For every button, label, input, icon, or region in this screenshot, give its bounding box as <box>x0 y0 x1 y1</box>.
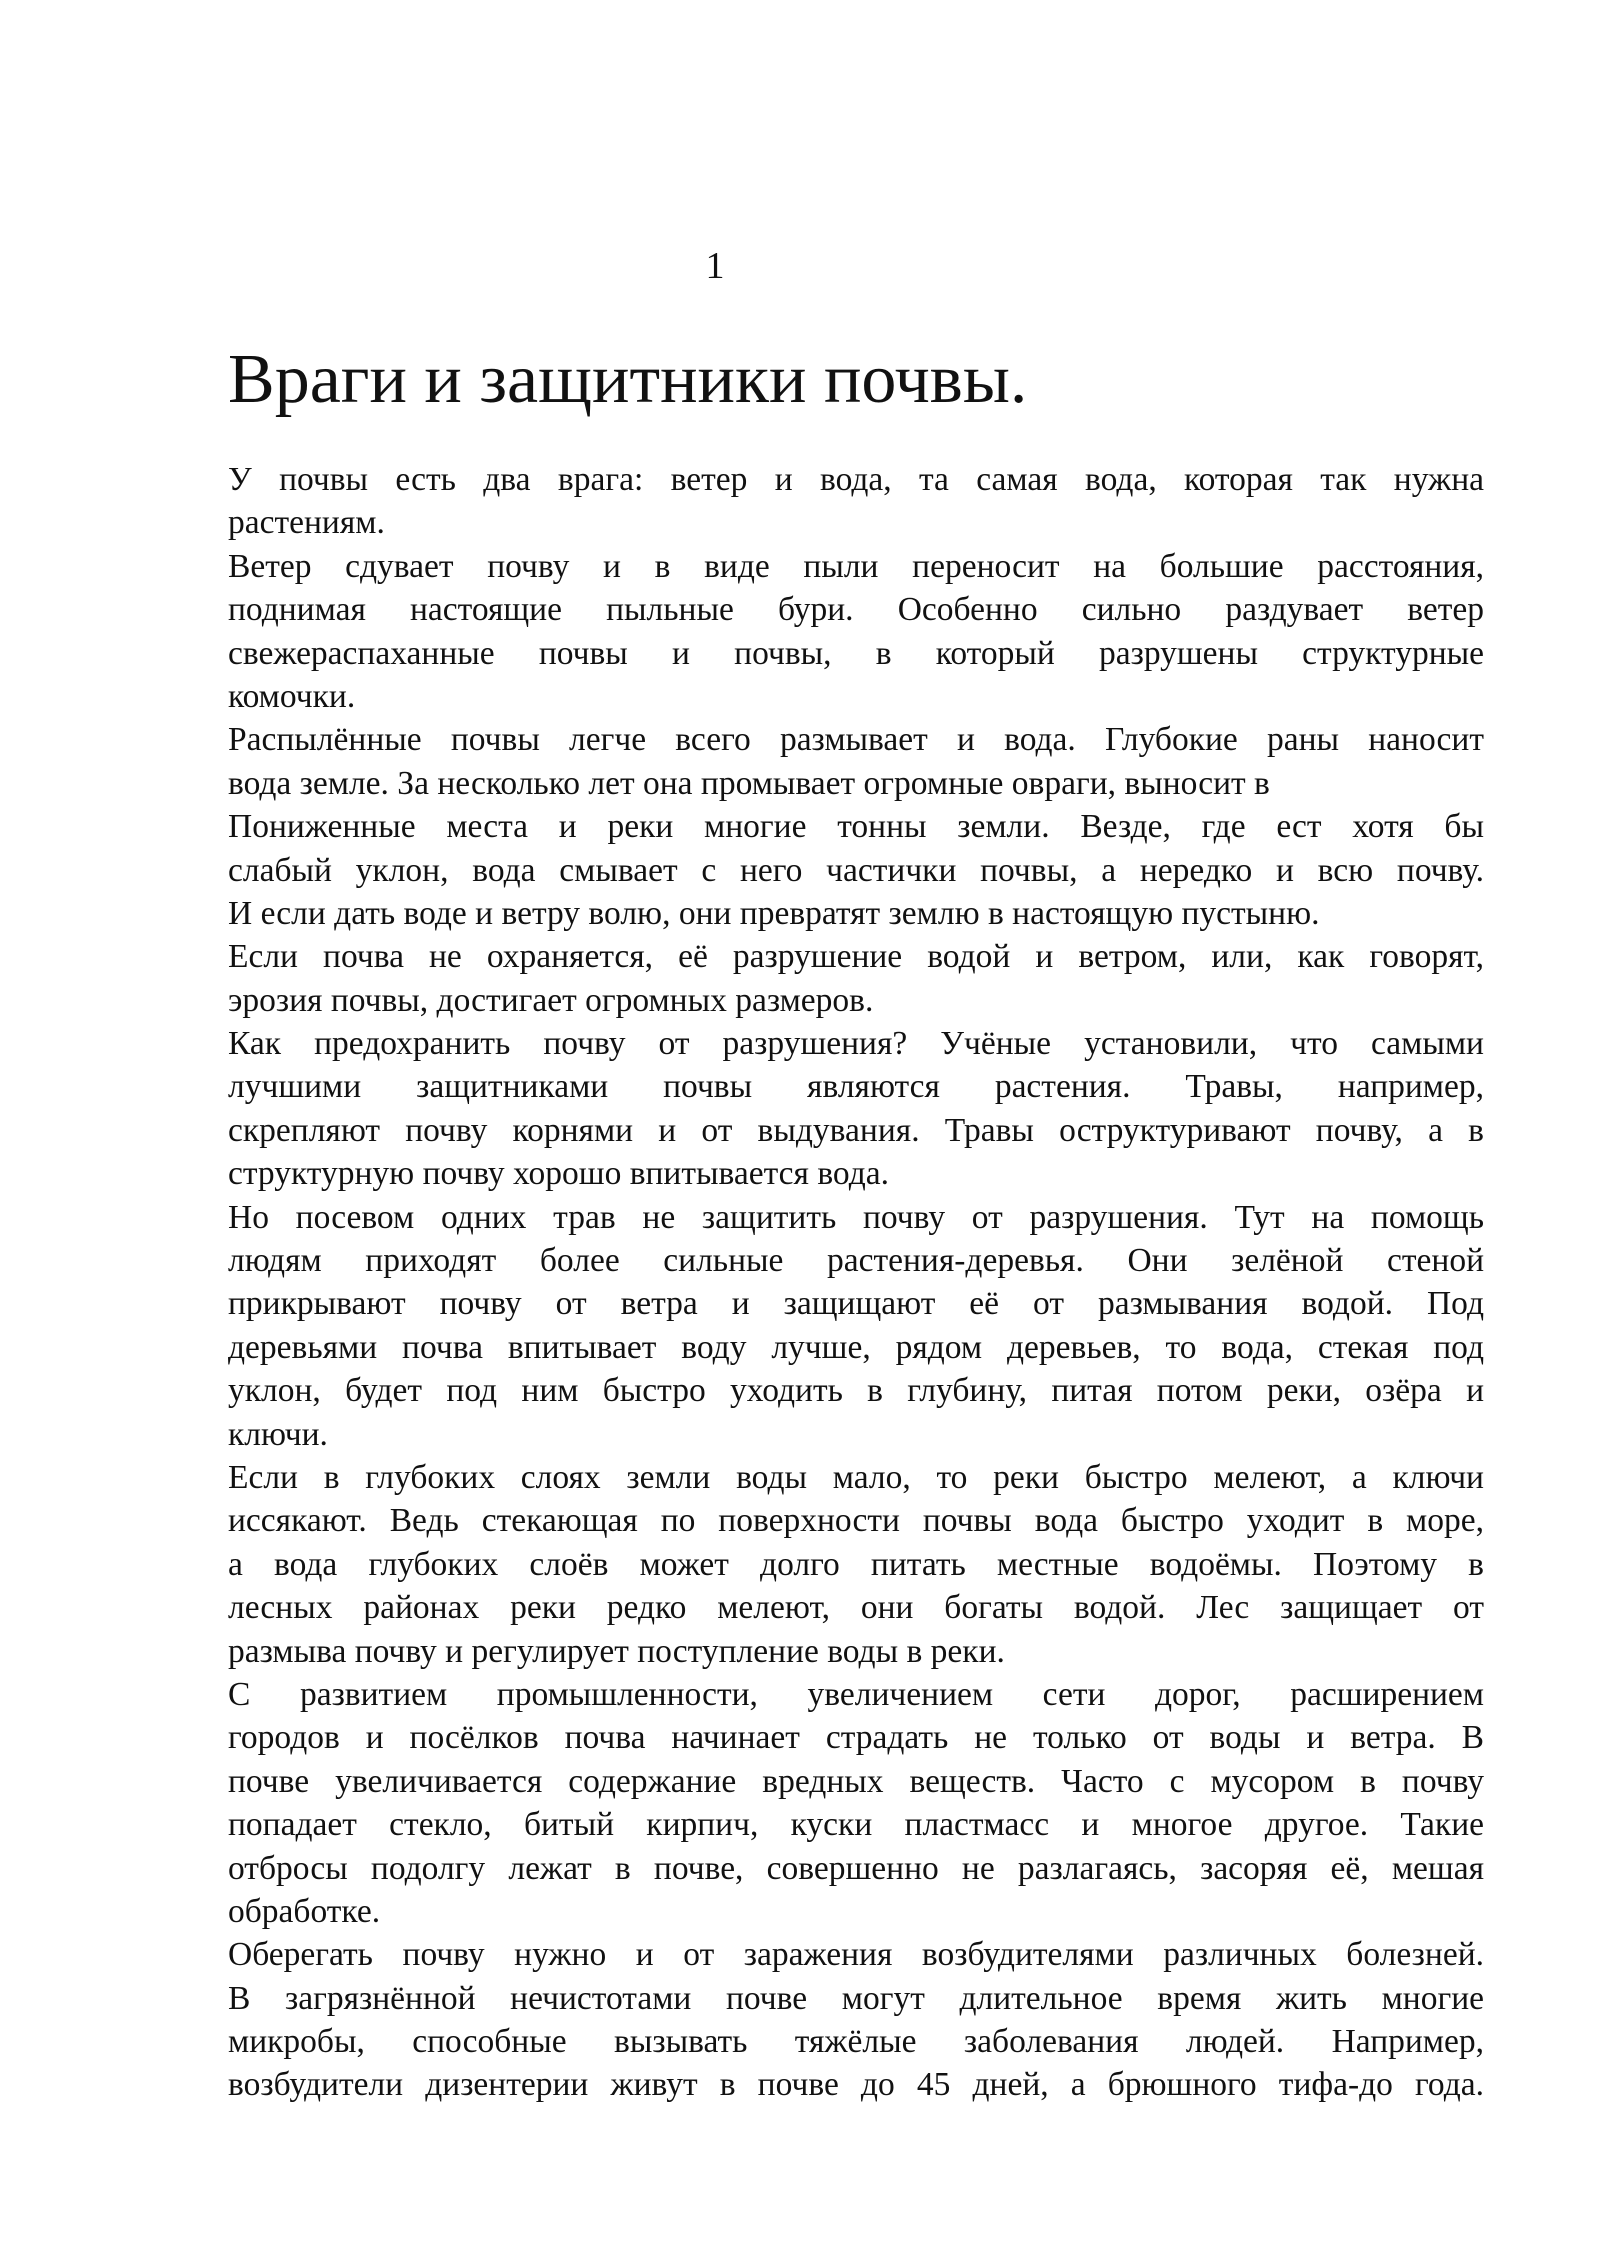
text-line: иссякают. Ведь стекающая по поверхности почвы вода быстро уходит в море, <box>228 1502 1484 1540</box>
text-line: попадает стекло, битый кирпич, куски пластмасс и многое другое. Такие <box>228 1806 1484 1844</box>
text-line: эрозия почвы, достигает огромных размеров. <box>228 981 874 1019</box>
text-line: поднимая настоящие пыльные бури. Особенно сильно раздувает ветер <box>228 591 1484 629</box>
page-number: 1 <box>705 245 725 287</box>
text-line: прикрывают почву от ветра и защищают её от размывания водой. Под <box>228 1285 1484 1323</box>
text-line: слабый уклон, вода смывает с него частички почвы, а нередко и всю почву. <box>228 851 1484 889</box>
text-line: структурную почву хорошо впитывается вода. <box>228 1155 889 1193</box>
text-line: Ветер сдувает почву и в виде пыли переносит на большие расстояния, <box>228 547 1484 585</box>
text-line: В загрязнённой нечистотами почве могут длительное время жить многие <box>228 1979 1484 2017</box>
text-line: вода земле. За несколько лет она промывает огромные овраги, выносит в <box>228 764 1270 802</box>
text-line: У почвы есть два врага: ветер и вода, та самая вода, которая так нужна <box>228 461 1484 498</box>
text-line: почве увеличивается содержание вредных веществ. Часто с мусором в почву <box>228 1762 1484 1800</box>
text-line: микробы, способные вызывать тяжёлые заболевания людей. Например, <box>228 2023 1484 2061</box>
page-title: Враги и защитники почвы. <box>228 341 1028 418</box>
text-line: а вода глубоких слоёв может долго питать местные водоёмы. Поэтому в <box>228 1545 1484 1583</box>
text-line: растениям. <box>228 504 385 542</box>
text-line: Распылённые почвы легче всего размывает и вода. Глубокие раны наносит <box>228 721 1484 759</box>
text-line: Если в глубоких слоях земли воды мало, то реки быстро мелеют, а ключи <box>228 1458 1484 1496</box>
text-line: Но посевом одних трав не защитить почву от разрушения. Тут на помощь <box>228 1198 1484 1236</box>
text-line: комочки. <box>228 677 356 715</box>
text-line: обработке. <box>228 1892 381 1930</box>
text-line: Пониженные места и реки многие тонны земли. Везде, где ест хотя бы <box>228 808 1484 846</box>
text-line: И если дать воде и ветру волю, они превратят землю в настоящую пустыню. <box>228 894 1320 932</box>
text-line: отбросы подолгу лежат в почве, совершенно не разлагаясь, засоряя её, мешая <box>228 1849 1484 1887</box>
text-line: городов и посёлков почва начинает страдать не только от воды и ветра. В <box>228 1719 1484 1757</box>
body-text <box>228 458 1484 2107</box>
text-line: свежераспаханные почвы и почвы, в который разрушены структурные <box>228 634 1484 672</box>
text-line: уклон, будет под ним быстро уходить в глубину, питая потом реки, озёра и <box>228 1372 1484 1410</box>
text-line: скрепляют почву корнями и от выдувания. Травы оструктуривают почву, а в <box>228 1111 1484 1149</box>
text-line: Если почва не охраняется, её разрушение водой и ветром, или, как говорят, <box>228 938 1484 976</box>
text-line: С развитием промышленности, увеличением сети дорог, расширением <box>228 1675 1484 1713</box>
text-line: возбудители дизентерии живут в почве до 45 дней, а брюшного тифа-до года. <box>228 2066 1484 2104</box>
text-line: Оберегать почву нужно и от заражения возбудителями различных болезней. <box>228 1936 1484 1974</box>
text-line: лесных районах реки редко мелеют, они богаты водой. Лес защищает от <box>228 1589 1484 1627</box>
text-line: размыва почву и регулирует поступление воды в реки. <box>228 1632 1005 1670</box>
text-line: лучшими защитниками почвы являются растения. Травы, например, <box>228 1068 1484 1106</box>
text-line: деревьями почва впитывает воду лучше, рядом деревьев, то вода, стекая под <box>228 1328 1484 1366</box>
text-line: Как предохранить почву от разрушения? Учёные установили, что самыми <box>228 1025 1484 1063</box>
text-line: людям приходят более сильные растения-деревья. Они зелёной стеной <box>228 1242 1484 1280</box>
text-line: ключи. <box>228 1415 328 1453</box>
